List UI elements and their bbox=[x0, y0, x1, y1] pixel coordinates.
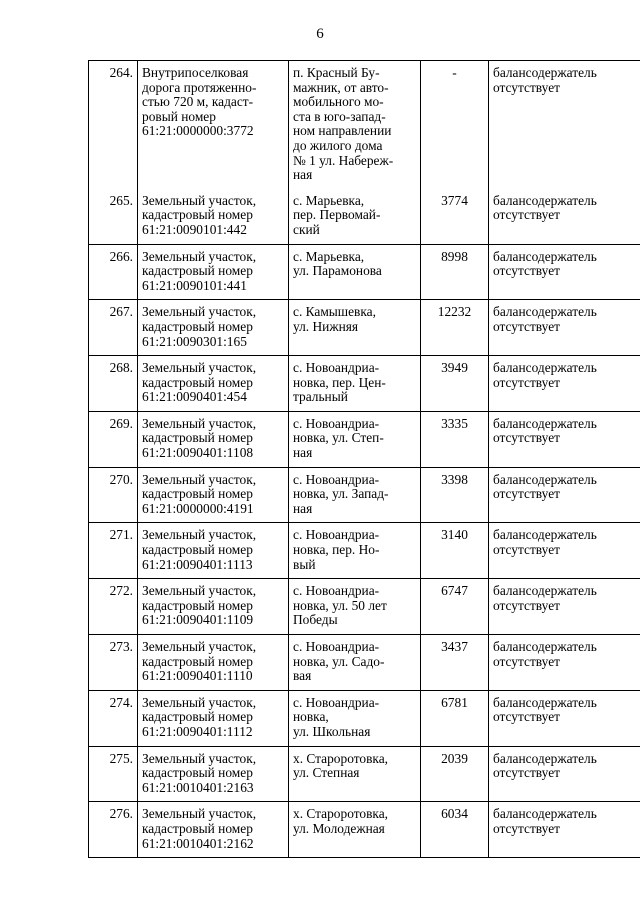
object-address: х. Староротовка, ул. Степная bbox=[289, 746, 421, 802]
object-area: 3949 bbox=[421, 356, 489, 412]
row-number: 264. bbox=[89, 61, 138, 189]
object-address: с. Новоандриа- новка, ул. Запад- ная bbox=[289, 467, 421, 523]
object-address: п. Красный Бу- мажник, от авто- мобильного мо- ста в юго-запад- ном направлении до жилого дома № 1 ул. Набереж- ная bbox=[289, 61, 421, 189]
table-row bbox=[89, 746, 640, 802]
object-name: Земельный участок, кадастровый номер 61:21:0090401:1110 bbox=[138, 635, 289, 691]
object-name: Земельный участок, кадастровый номер 61:21:0090401:1108 bbox=[138, 411, 289, 467]
table-row bbox=[89, 411, 640, 467]
object-address: с. Марьевка, ул. Парамонова bbox=[289, 244, 421, 300]
object-address: с. Новоандриа- новка, пер. Но- вый bbox=[289, 523, 421, 579]
table-row bbox=[89, 802, 640, 858]
object-area: 6747 bbox=[421, 579, 489, 635]
object-address: с. Новоандриа- новка, ул. Садо- вая bbox=[289, 635, 421, 691]
balance-holder: балансодержатель отсутствует bbox=[489, 244, 640, 300]
object-name: Земельный участок, кадастровый номер 61:21:0090401:1113 bbox=[138, 523, 289, 579]
object-name: Земельный участок, кадастровый номер 61:21:0000000:4191 bbox=[138, 467, 289, 523]
object-address: с. Новоандриа- новка, пер. Цен- тральный bbox=[289, 356, 421, 412]
object-address: с. Новоандриа- новка, ул. 50 лет Победы bbox=[289, 579, 421, 635]
balance-holder: балансодержатель отсутствует bbox=[489, 300, 640, 356]
table-row bbox=[89, 61, 640, 189]
object-name: Земельный участок, кадастровый номер 61:21:0090101:441 bbox=[138, 244, 289, 300]
balance-holder: балансодержатель отсутствует bbox=[489, 61, 640, 189]
row-number: 265. bbox=[89, 189, 138, 244]
object-area: 3437 bbox=[421, 635, 489, 691]
table-row bbox=[89, 356, 640, 412]
object-address: х. Староротовка, ул. Молодежная bbox=[289, 802, 421, 858]
table-row bbox=[89, 189, 640, 244]
object-area: 6781 bbox=[421, 690, 489, 746]
object-area: 3774 bbox=[421, 189, 489, 244]
row-number: 270. bbox=[89, 467, 138, 523]
object-address: с. Камышевка, ул. Нижняя bbox=[289, 300, 421, 356]
row-number: 274. bbox=[89, 690, 138, 746]
object-area: 8998 bbox=[421, 244, 489, 300]
object-name: Земельный участок, кадастровый номер 61:21:0090401:454 bbox=[138, 356, 289, 412]
table-row bbox=[89, 635, 640, 691]
object-name: Земельный участок, кадастровый номер 61:21:0090401:1109 bbox=[138, 579, 289, 635]
row-number: 269. bbox=[89, 411, 138, 467]
object-area: 6034 bbox=[421, 802, 489, 858]
object-area: 3335 bbox=[421, 411, 489, 467]
object-area: - bbox=[421, 61, 489, 189]
balance-holder: балансодержатель отсутствует bbox=[489, 690, 640, 746]
balance-holder: балансодержатель отсутствует bbox=[489, 411, 640, 467]
row-number: 273. bbox=[89, 635, 138, 691]
row-number: 271. bbox=[89, 523, 138, 579]
balance-holder: балансодержатель отсутствует bbox=[489, 802, 640, 858]
table-row bbox=[89, 244, 640, 300]
table-row bbox=[89, 523, 640, 579]
page-number: 6 bbox=[316, 26, 324, 42]
object-address: с. Новоандриа- новка, ул. Школьная bbox=[289, 690, 421, 746]
object-area: 12232 bbox=[421, 300, 489, 356]
balance-holder: балансодержатель отсутствует bbox=[489, 579, 640, 635]
object-address: с. Новоандриа- новка, ул. Степ- ная bbox=[289, 411, 421, 467]
table-row bbox=[89, 300, 640, 356]
table-row bbox=[89, 467, 640, 523]
balance-holder: балансодержатель отсутствует bbox=[489, 467, 640, 523]
balance-holder: балансодержатель отсутствует bbox=[489, 523, 640, 579]
row-number: 275. bbox=[89, 746, 138, 802]
table-row bbox=[89, 690, 640, 746]
object-name: Земельный участок, кадастровый номер 61:21:0010401:2162 bbox=[138, 802, 289, 858]
row-number: 267. bbox=[89, 300, 138, 356]
balance-holder: балансодержатель отсутствует bbox=[489, 746, 640, 802]
table-row bbox=[89, 579, 640, 635]
object-name: Земельный участок, кадастровый номер 61:21:0090401:1112 bbox=[138, 690, 289, 746]
row-number: 272. bbox=[89, 579, 138, 635]
object-area: 3398 bbox=[421, 467, 489, 523]
object-address: с. Марьевка, пер. Первомай- ский bbox=[289, 189, 421, 244]
balance-holder: балансодержатель отсутствует bbox=[489, 356, 640, 412]
object-name: Земельный участок, кадастровый номер 61:21:0090101:442 bbox=[138, 189, 289, 244]
property-registry-table bbox=[88, 60, 640, 858]
row-number: 276. bbox=[89, 802, 138, 858]
row-number: 268. bbox=[89, 356, 138, 412]
object-name: Земельный участок, кадастровый номер 61:21:0090301:165 bbox=[138, 300, 289, 356]
object-name: Земельный участок, кадастровый номер 61:21:0010401:2163 bbox=[138, 746, 289, 802]
row-number: 266. bbox=[89, 244, 138, 300]
object-area: 3140 bbox=[421, 523, 489, 579]
object-name: Внутрипоселковая дорога протяженно- стью 720 м, кадаст- ровый номер 61:21:0000000:3772 bbox=[138, 61, 289, 189]
object-area: 2039 bbox=[421, 746, 489, 802]
balance-holder: балансодержатель отсутствует bbox=[489, 189, 640, 244]
balance-holder: балансодержатель отсутствует bbox=[489, 635, 640, 691]
